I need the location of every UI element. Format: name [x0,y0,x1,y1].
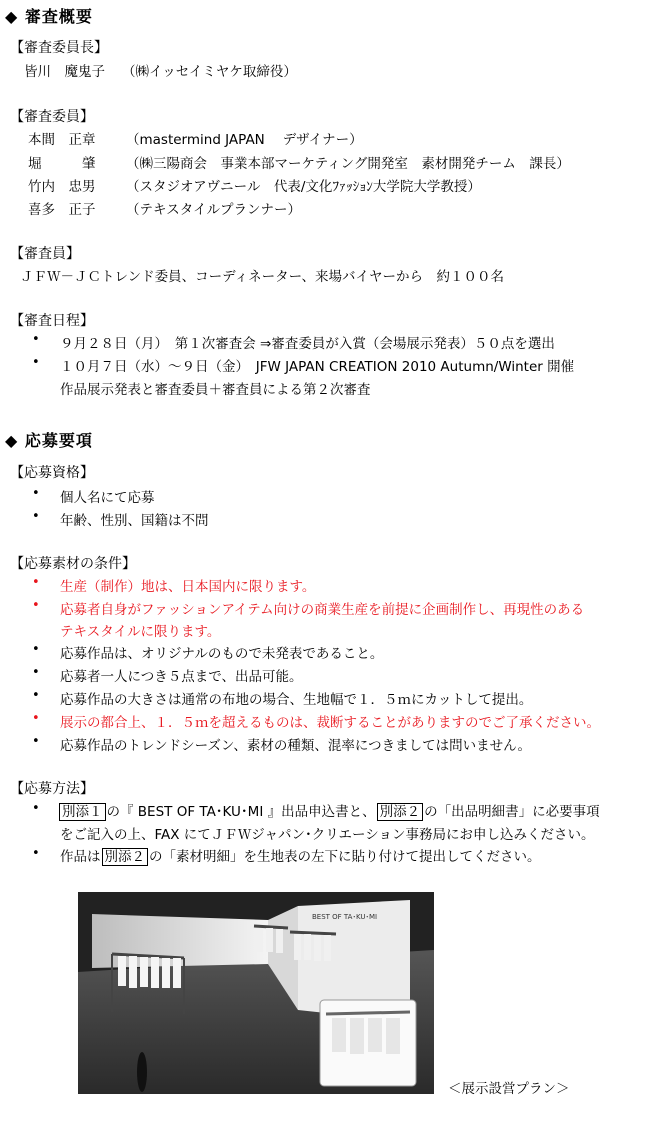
attachment-1-tag: 別添１ [59,803,106,821]
section-title-review: ◆ 審査概要 [5,7,93,26]
exhibit-sign: BEST OF TA･KU･MI [312,913,378,921]
schedule-item-1: ９月２８日（月） 第１次審査会 ⇒審査委員が入賞（会場展示発表）５０点を選出 [60,336,555,352]
judges-heading: 【審査員】 [10,246,80,262]
condition-item-6: 展示の都合上、１．５ｍを超えるものは、裁断することがありますのでご了承ください。 [60,715,600,731]
attachment-2-tag: 別添２ [102,848,149,866]
conditions-heading: 【応募素材の条件】 [10,556,136,572]
bullet: • [32,711,40,726]
method-item-1 [58,800,600,820]
chair-name: 皆川 魔鬼子 [24,64,105,80]
bullet: • [32,846,40,861]
condition-item-4: 応募者一人につき５点まで、出品可能。 [60,669,303,685]
method-item-2 [60,845,541,865]
eligibility-heading: 【応募資格】 [10,465,94,481]
chair-role: （㈱イッセイミヤケ取締役） [122,64,297,80]
method-heading: 【応募方法】 [10,781,94,797]
method-line-2a: 作品は [60,849,101,865]
committee-name-1: 本間 正章 [28,132,96,148]
exhibit-render-drawing [78,892,434,1094]
eligibility-item-1: 個人名にて応募 [60,490,155,506]
bullet: • [32,355,40,370]
condition-item-7: 応募作品のトレンドシーズン、素材の種類、混率につきましては問いません。 [60,738,531,754]
bullet: • [32,801,40,816]
section-title-application: ◆ 応募要項 [5,431,93,450]
bullet: • [32,575,40,590]
condition-item-5: 応募作品の大きさは通常の布地の場合、生地幅で１．５ｍにカットして提出。 [60,692,533,708]
committee-name-4: 喜多 正子 [28,202,96,218]
exhibit-render-image [78,892,434,1094]
condition-item-3: 応募作品は、オリジナルのもので未発表であること。 [60,646,384,662]
bullet: • [32,332,40,347]
bullet: • [32,642,40,657]
method-line-1c: をご記入の上、FAX にてＪＦＷジャパン･クリエーション事務局にお申し込みください。 [60,827,595,843]
attachment-2-tag: 別添２ [377,803,424,821]
schedule-heading: 【審査日程】 [10,313,94,329]
committee-role-3: （スタジオアヴニール 代表/文化ﾌｧｯｼｮﾝ大学院大学教授） [126,179,481,195]
committee-name-2: 堀 肇 [28,156,96,172]
committee-role-4: （テキスタイルプランナー） [126,202,301,218]
method-line-1a: の『 BEST OF TA･KU･MI 』出品申込書と、 [106,804,376,820]
schedule-item-2-detail: 作品展示発表と審査委員＋審査員による第２次審査 [60,382,371,398]
bullet: • [32,486,40,501]
committee-heading: 【審査委員】 [10,109,94,125]
committee-role-1: （mastermind JAPAN デザイナー） [126,132,363,148]
eligibility-item-2: 年齢、性別、国籍は不問 [60,513,209,529]
committee-name-3: 竹内 忠男 [28,179,96,195]
chair-heading: 【審査委員長】 [10,40,108,56]
bullet: • [32,665,40,680]
condition-item-2: 応募者自身がファッションアイテム向けの商業生産を前提に企画制作し、再現性のある [60,602,585,618]
condition-item-1: 生産（制作）地は、日本国内に限ります。 [60,579,316,595]
committee-role-2: （㈱三陽商会 事業本部マーケティング開発室 素材開発チーム 課長） [126,156,570,172]
bullet: • [32,734,40,749]
exhibit-caption: ＜展示設営プラン＞ [448,1081,570,1097]
schedule-item-2: １０月７日（水）～９日（金） JFW JAPAN CREATION 2010 Autumn/Winter 開催 [60,359,575,375]
bullet: • [32,509,40,524]
condition-item-2-cont: テキスタイルに限ります。 [60,624,221,640]
method-line-1b: の「出品明細書」に必要事項 [424,804,600,820]
method-line-2b: の「素材明細」を生地表の左下に貼り付けて提出してください。 [149,849,541,865]
bullet: • [32,598,40,613]
judges-text: ＪＦＷ－ＪＣトレンド委員、コーディネーター、来場バイヤーから 約１００名 [20,269,505,285]
bullet: • [32,688,40,703]
